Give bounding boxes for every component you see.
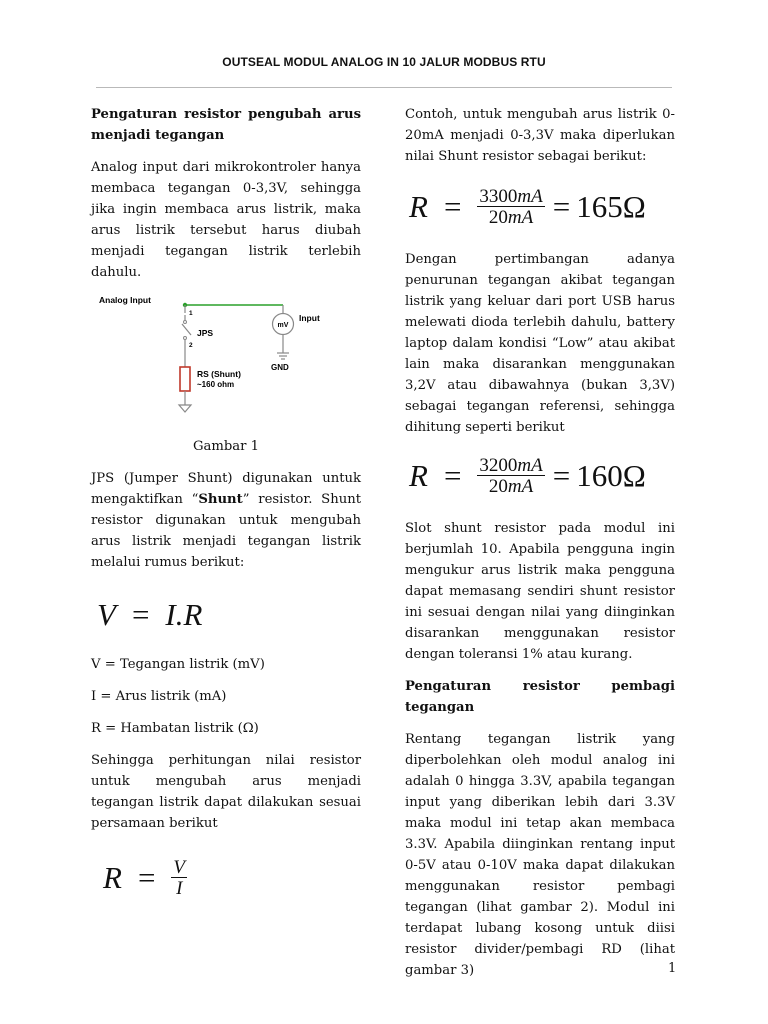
page-number: 1 [668, 961, 677, 976]
formula-shunt-160: R = $\frac{3200mA}{20mA}$ = 160Ω [409, 455, 646, 497]
section-heading-current-to-voltage: Pengaturan resistor pengubah arus menjadi tegangan [91, 107, 361, 143]
jumper-pin-1: 1 [189, 310, 193, 317]
intro-paragraph: Analog input dari mikrokontroler hanya membaca tegangan 0-3,3V, sehingga jika ingin membaca arus listrik, maka arus listrik tersebut harus diubah menjadi tegangan listrik terlebih dahulu. [91, 160, 361, 280]
rs-label: RS (Shunt) [197, 369, 241, 379]
jps-paragraph: JPS (Jumper Shunt) digunakan untuk mengaktifkan “Shunt” resistor. Shunt resistor digunakan untuk mengubah arus listrik menjadi tegangan listrik melalui rumus berikut: [91, 471, 361, 570]
input-label: Input [299, 313, 320, 323]
formula-ohms-law: V = I.R [97, 597, 203, 632]
shunt-circuit-diagram [93, 291, 323, 426]
right-column [405, 104, 675, 981]
formula-shunt-165: R = $\frac{3300mA}{20mA}$ = 165Ω [409, 186, 646, 228]
figure-caption: Gambar 1 [192, 439, 260, 454]
definition-resistance: R = Hambatan listrik (Ω) [91, 721, 259, 736]
header-divider [96, 87, 672, 88]
jumper-pin-2: 2 [189, 342, 193, 349]
mv-label: mV [277, 322, 289, 329]
rs-value: ~160 ohm [197, 380, 235, 389]
ground-arrow-symbol [179, 405, 191, 412]
definition-current: I = Arus listrik (mA) [91, 689, 227, 704]
shunt-bold-text: Shunt [198, 492, 243, 507]
gnd-label: GND [271, 363, 289, 372]
formula-resistance: R = $\frac{V}{I}$ [103, 857, 186, 899]
contoh-paragraph: Contoh, untuk mengubah arus listrik 0-20mA menjadi 0-3,3V maka diperlukan nilai Shunt resistor sebagai berikut: [405, 107, 675, 164]
slot-paragraph: Slot shunt resistor pada modul ini berjumlah 10. Apabila pengguna ingin mengukur arus listrik maka pengguna dapat memasang sendiri shunt resistor ini sesuai dengan nilai yang diinginkan disarankan menggunakan resistor dengan toleransi 1% atau kurang. [405, 521, 675, 662]
rentang-paragraph: Rentang tegangan listrik yang diperbolehkan oleh modul analog ini adalah 0 hingga 3.3V, apabila tegangan input yang diberikan lebih dari 3.3V maka modul ini tetap akan membaca 3.3V. Apabila diinginkan rentang input 0-5V atau 0-10V maka dapat dilakukan menggunakan resistor pembagi tegangan (lihat gambar 2). Modul ini terdapat lubang kosong untuk diisi resistor divider/pembagi RD (lihat gambar 3) [405, 732, 675, 978]
dengan-paragraph: Dengan pertimbangan adanya penurunan tegangan akibat tegangan listrik yang keluar dari port USB harus melewati dioda terlebih dahulu, battery laptop dalam kondisi “Low” atau akibat lain maka disarankan menggunakan 3,2V atau dibawahnya (bukan 3,3V) sebagai tegangan referensi, sehingga dihitung seperti berikut [405, 252, 675, 435]
left-column [91, 104, 361, 906]
jumper-switch-symbol [182, 324, 191, 335]
section-heading-voltage-divider: Pengaturan resistor pembagi tegangan [405, 679, 675, 715]
document-header-title: OUTSEAL MODUL ANALOG IN 10 JALUR MODBUS RTU [222, 55, 546, 69]
jps-label: JPS [197, 328, 214, 338]
sehingga-paragraph: Sehingga perhitungan nilai resistor untuk mengubah arus menjadi tegangan listrik dapat dilakukan sesuai persamaan berikut [91, 753, 361, 831]
shunt-resistor-symbol [180, 367, 190, 391]
analog-input-label: Analog Input [99, 295, 151, 305]
definition-voltage: V = Tegangan listrik (mV) [91, 657, 265, 672]
